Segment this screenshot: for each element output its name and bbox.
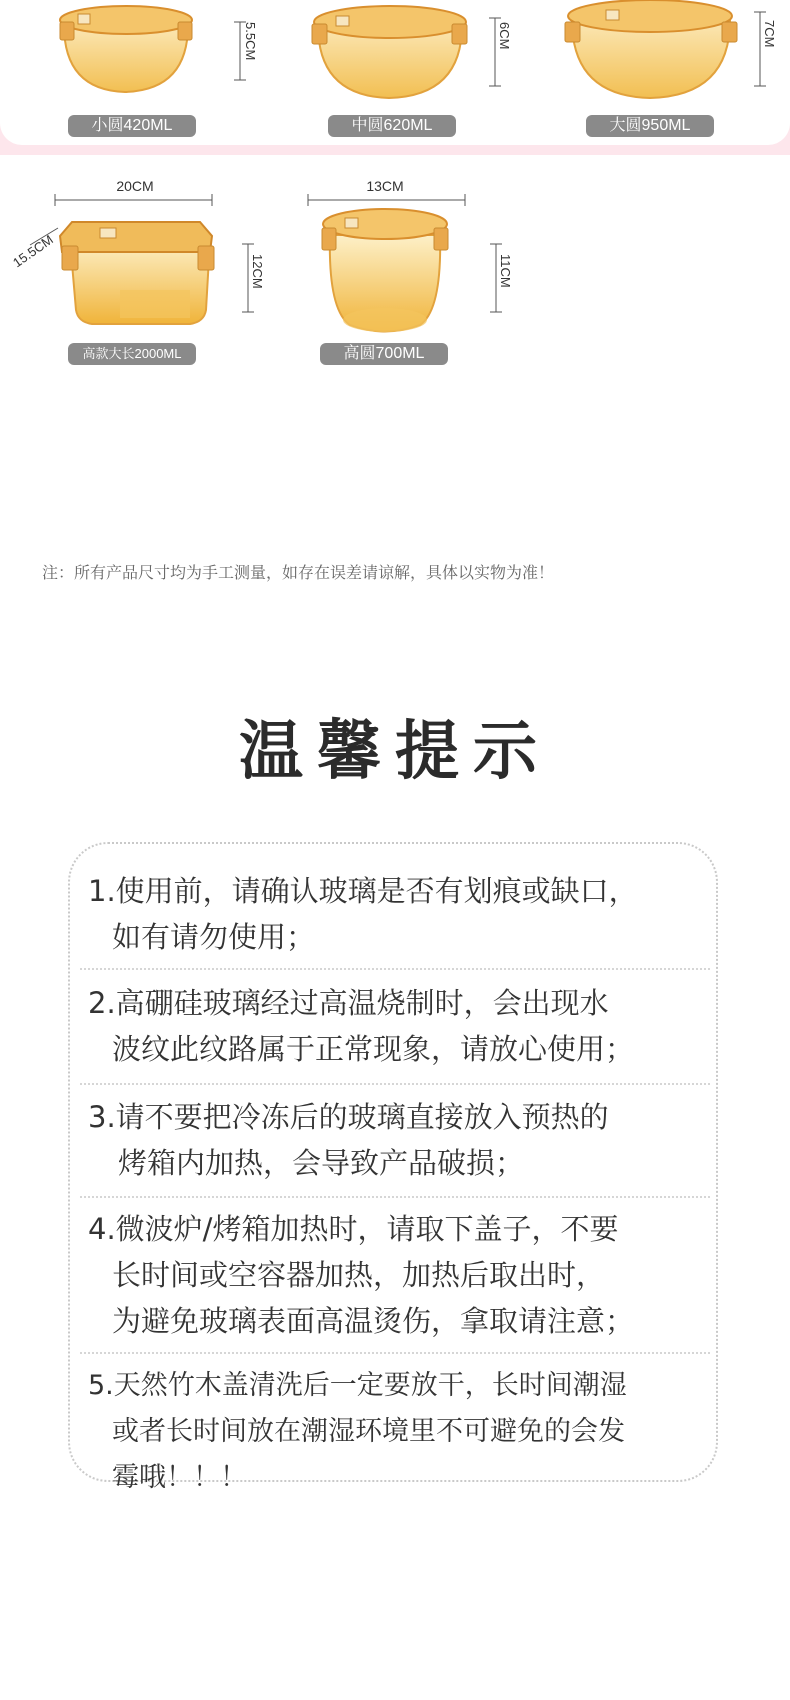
tip-1-line-2: 如有请勿使用； xyxy=(112,920,316,954)
tall-rect-width-label: 20CM xyxy=(116,178,154,194)
tip-5-line-2: 或者长时间放在潮湿环境里不可避免的会发 xyxy=(112,1416,625,1447)
tip-3-line-2: 烤箱内加热，会导致产品破损； xyxy=(118,1146,525,1180)
tip-item-2 xyxy=(88,980,634,1072)
small-round-height-label: 5.5CM xyxy=(243,22,258,61)
tall-round-name-label: 高圆700ML xyxy=(320,343,448,365)
tip-divider xyxy=(80,1352,710,1354)
large-round-name-label: 大圆950ML xyxy=(586,115,714,137)
tip-4-line-3: 为避免玻璃表面高温烫伤，拿取请注意； xyxy=(112,1304,635,1338)
tip-item-5 xyxy=(88,1363,627,1501)
tall-rect-name-label: 高款大长2000ML xyxy=(68,343,196,365)
tip-divider xyxy=(80,1083,710,1085)
medium-round-name-label: 中圆620ML xyxy=(328,115,456,137)
small-round-container-image xyxy=(0,0,790,400)
tip-divider xyxy=(80,1196,710,1198)
tip-5-line-1: 5.天然竹木盖清洗后一定要放干，长时间潮湿 xyxy=(88,1370,627,1401)
tip-3-line-1: 3.请不要把冷冻后的玻璃直接放入预热的 xyxy=(88,1100,609,1134)
tip-item-4 xyxy=(88,1206,634,1344)
large-round-height-label: 7CM xyxy=(762,20,777,48)
measurement-note: 注：所有产品尺寸均为手工测量，如存在误差请谅解，具体以实物为准！ xyxy=(42,563,555,582)
small-round-name-label: 小圆420ML xyxy=(68,115,196,137)
medium-round-height-label: 6CM xyxy=(497,22,512,50)
tip-2-line-2: 波纹此纹路属于正常现象，请放心使用； xyxy=(112,1032,635,1066)
tip-divider xyxy=(80,968,710,970)
tip-1-line-1: 1.使用前，请确认玻璃是否有划痕或缺口， xyxy=(88,874,638,908)
tip-5-line-3: 霉哦！！！ xyxy=(112,1462,247,1493)
tall-rect-height-label: 12CM xyxy=(250,254,265,289)
tip-2-line-1: 2.高硼硅玻璃经过高温烧制时，会出现水 xyxy=(88,986,609,1020)
tall-rect-depth-label: 15.5CM xyxy=(10,231,56,271)
tall-round-height-label: 11CM xyxy=(498,254,513,288)
tips-heading: 温馨提示 xyxy=(239,715,551,789)
tip-item-1 xyxy=(88,868,638,960)
tip-4-line-2: 长时间或空容器加热，加热后取出时， xyxy=(112,1258,606,1292)
tip-item-3 xyxy=(88,1094,609,1186)
tall-round-width-label: 13CM xyxy=(366,178,404,194)
tip-4-line-1: 4.微波炉/烤箱加热时，请取下盖子，不要 xyxy=(88,1212,619,1246)
